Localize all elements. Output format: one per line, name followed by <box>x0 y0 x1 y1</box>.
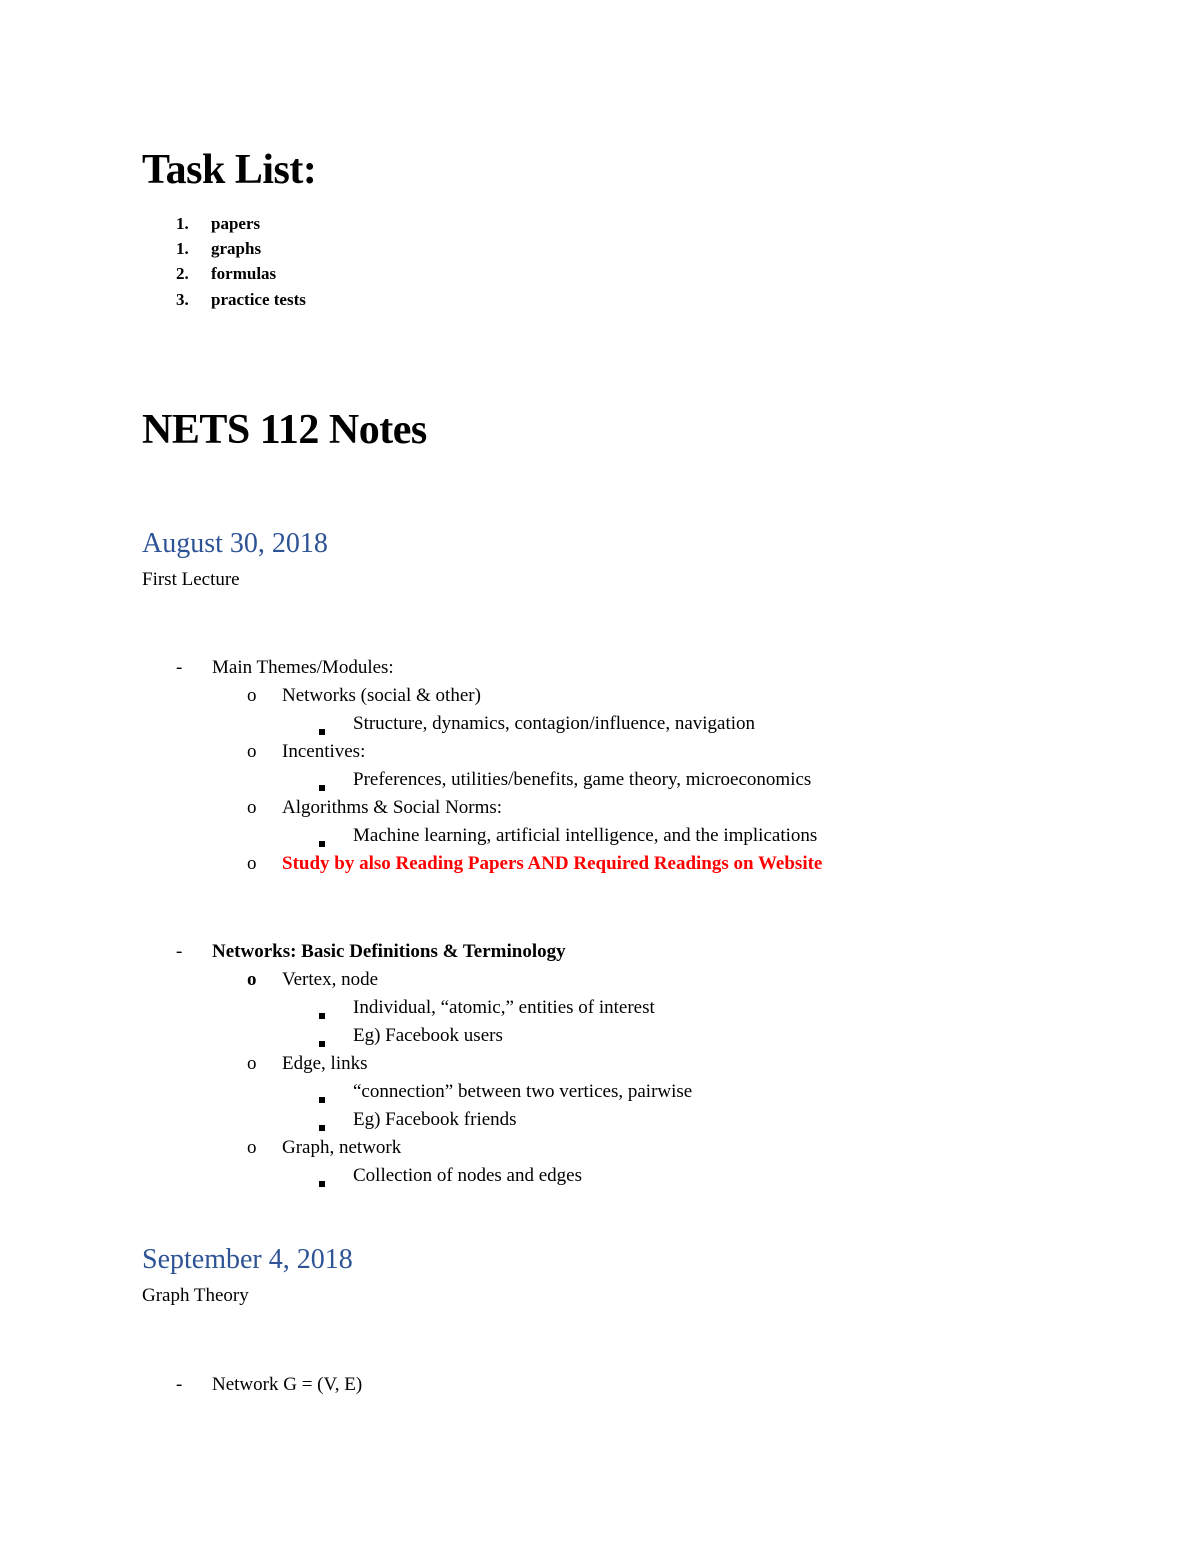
bullet-dash-icon: - <box>176 657 183 678</box>
bullet-square-icon <box>319 1174 325 1192</box>
bullet-square-icon <box>319 722 325 740</box>
bullet-square-icon <box>319 1034 325 1052</box>
bullet-circle-icon: o <box>247 741 257 762</box>
task-list-item <box>176 239 476 263</box>
bullet-label: Networks: Basic Definitions & Terminology <box>212 941 566 962</box>
task-list-title: Task List: <box>142 147 317 193</box>
bullet-detail: Preferences, utilities/benefits, game theory, microeconomics <box>353 769 812 790</box>
task-text: practice tests <box>211 290 306 309</box>
bullet-label: Graph, network <box>282 1137 402 1158</box>
bullet-detail: Structure, dynamics, contagion/influence, navigation <box>353 713 756 734</box>
bullet-detail: Collection of nodes and edges <box>353 1165 583 1186</box>
task-number: 1. <box>176 214 189 233</box>
notes-title: NETS 112 Notes <box>142 407 427 453</box>
bullet-label: Incentives: <box>282 741 366 762</box>
bullet-label: Vertex, node <box>282 969 379 990</box>
bullet-circle-icon: o <box>247 853 257 874</box>
bullet-square-icon <box>319 1090 325 1108</box>
bullet-detail: Individual, “atomic,” entities of interest <box>353 997 655 1018</box>
bullet-label: Network G = (V, E) <box>212 1374 363 1395</box>
task-number: 3. <box>176 290 189 309</box>
task-text: formulas <box>211 264 277 283</box>
section-date: August 30, 2018 <box>142 528 328 559</box>
bullet-circle-icon: o <box>247 685 257 706</box>
bullet-circle-icon: o <box>247 797 257 818</box>
section-subtitle: Graph Theory <box>142 1285 249 1306</box>
bullet-circle-icon: o <box>247 1137 257 1158</box>
task-number: 1. <box>176 239 189 258</box>
bullet-detail: Eg) Facebook friends <box>353 1109 517 1130</box>
bullet-square-icon <box>319 834 325 852</box>
section-date: September 4, 2018 <box>142 1244 353 1275</box>
task-text: papers <box>211 214 261 233</box>
bullet-detail: Eg) Facebook users <box>353 1025 503 1046</box>
task-text: graphs <box>211 239 262 258</box>
bullet-detail: Machine learning, artificial intelligence, and the implications <box>353 825 818 846</box>
bullet-detail: “connection” between two vertices, pairwise <box>353 1081 693 1102</box>
bullet-square-icon <box>319 778 325 796</box>
study-note-emphasis: Study by also Reading Papers AND Required Readings on Website <box>282 853 823 874</box>
section-subtitle: First Lecture <box>142 569 240 590</box>
bullet-dash-icon: - <box>176 1374 183 1395</box>
bullet-square-icon <box>319 1118 325 1136</box>
task-list-item <box>176 264 476 288</box>
bullet-label: Networks (social & other) <box>282 685 481 706</box>
bullet-label: Algorithms & Social Norms: <box>282 797 503 818</box>
task-list-item <box>176 214 476 238</box>
bullet-label: Edge, links <box>282 1053 368 1074</box>
bullet-label: Main Themes/Modules: <box>212 657 394 678</box>
bullet-circle-icon: o <box>247 969 257 990</box>
task-number: 2. <box>176 264 189 283</box>
bullet-dash-icon: - <box>176 941 183 962</box>
task-list-item <box>176 290 476 314</box>
bullet-circle-icon: o <box>247 1053 257 1074</box>
bullet-square-icon <box>319 1006 325 1024</box>
